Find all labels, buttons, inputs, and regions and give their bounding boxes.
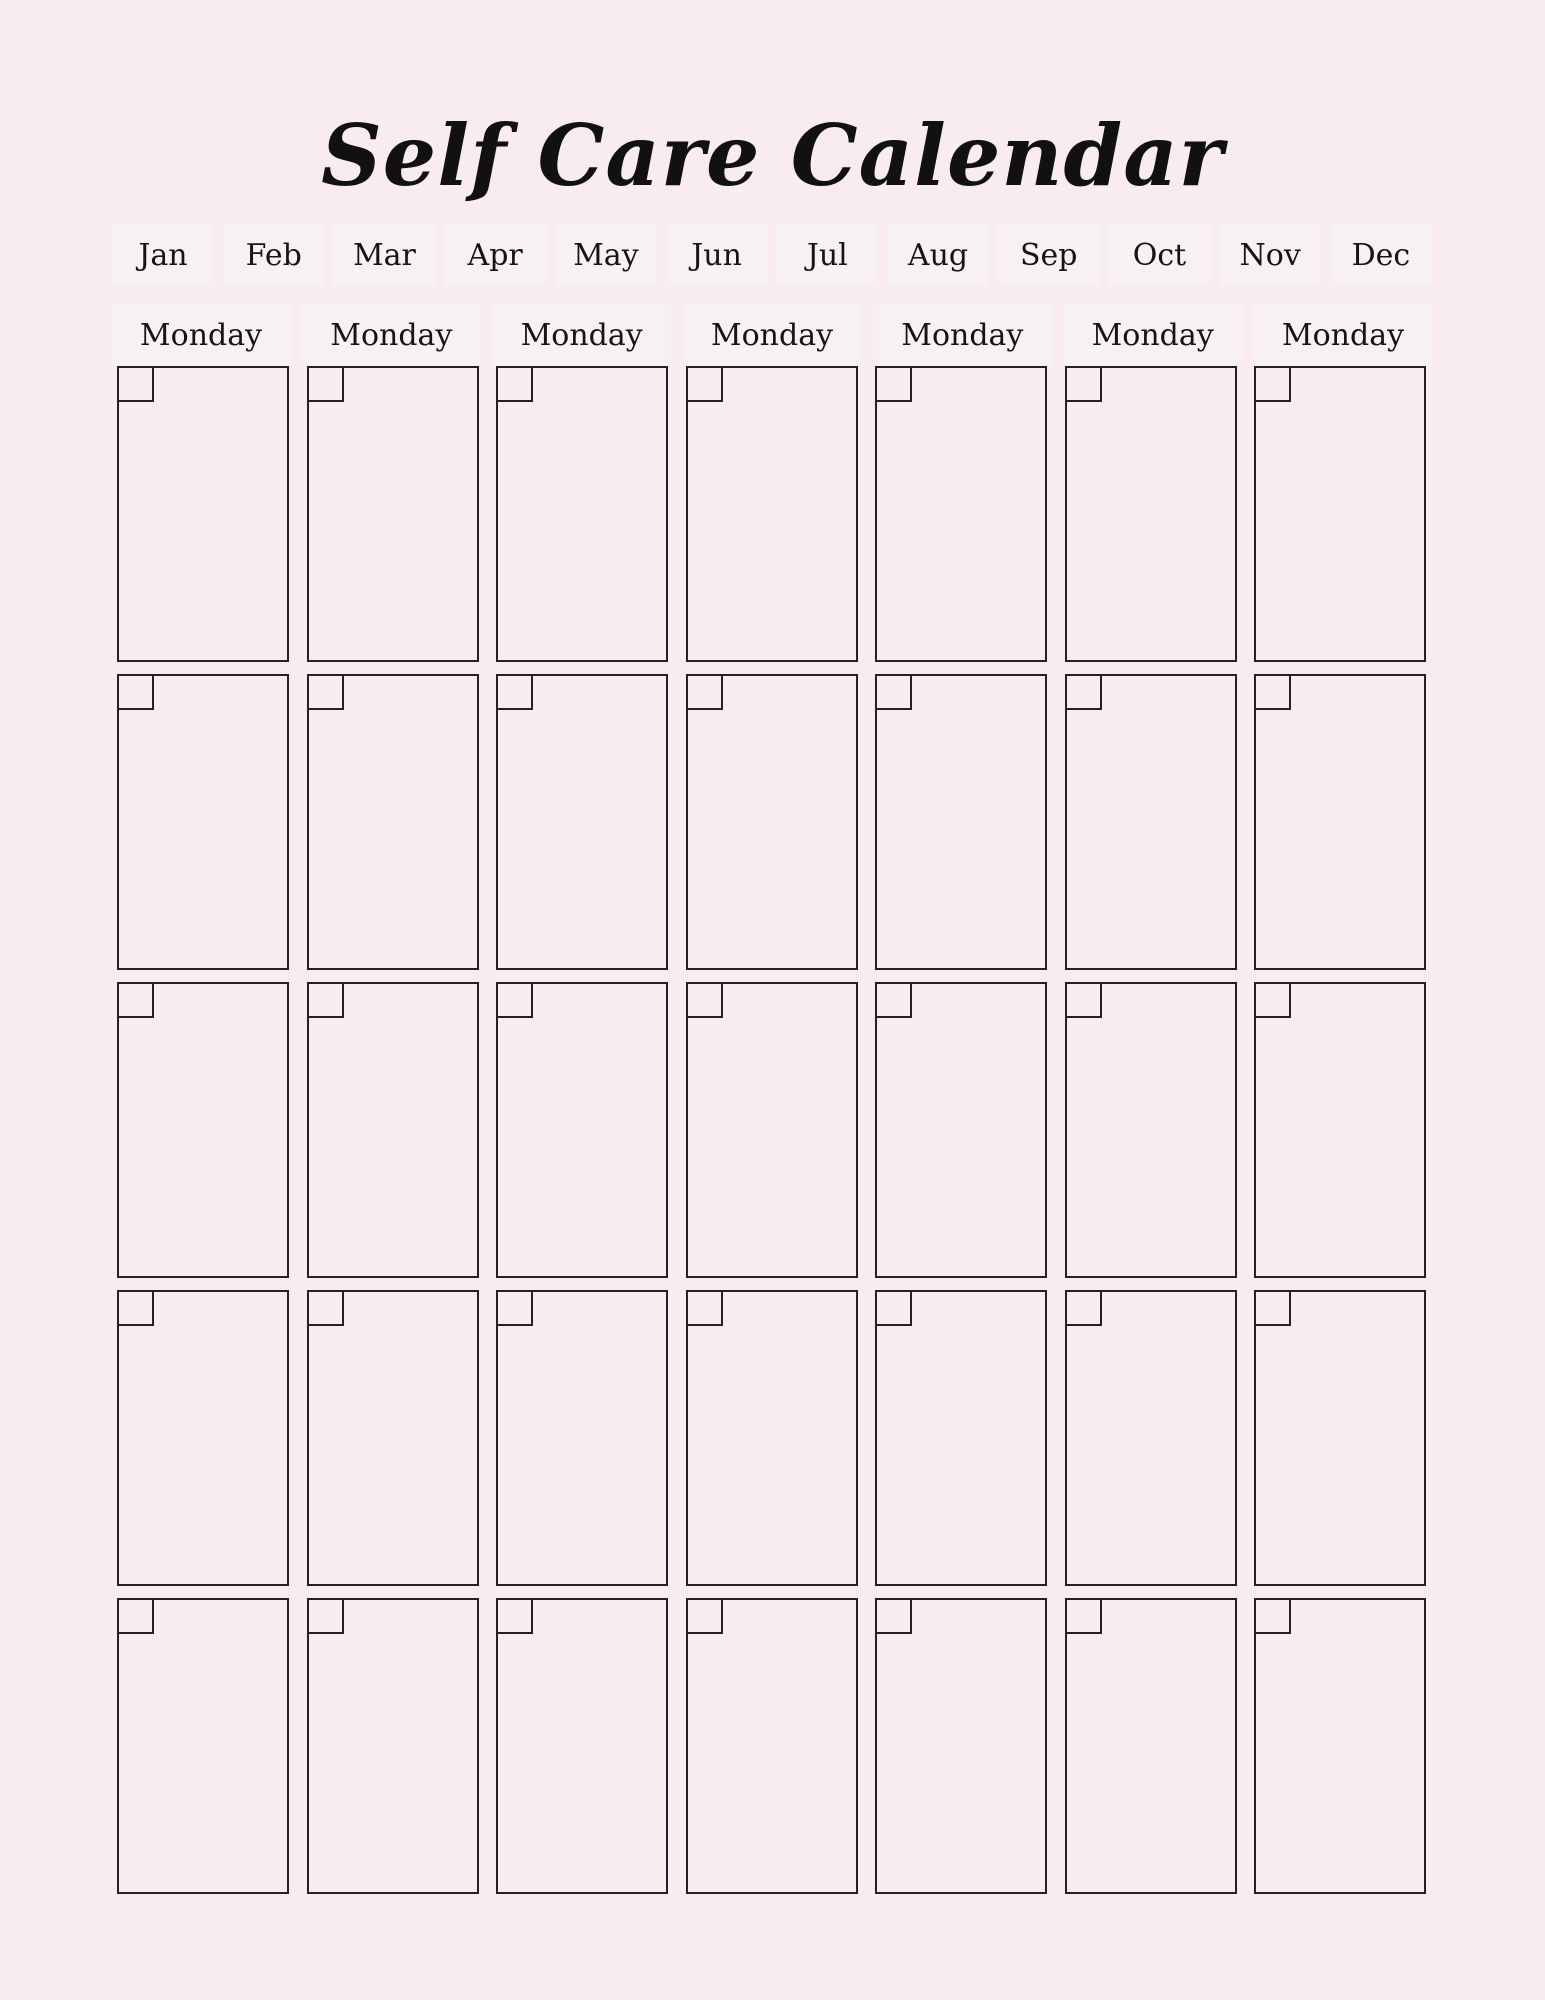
calendar-day-cell[interactable] <box>496 1290 668 1586</box>
calendar-day-cell[interactable] <box>117 1290 289 1586</box>
date-number-box[interactable] <box>875 674 912 710</box>
date-number-box[interactable] <box>117 1598 154 1634</box>
month-tab-feb[interactable]: Feb <box>223 224 325 286</box>
calendar-day-cell[interactable] <box>307 674 479 970</box>
date-number-box[interactable] <box>875 1290 912 1326</box>
month-tab-jan[interactable]: Jan <box>112 224 214 286</box>
calendar-day-cell[interactable] <box>1254 982 1426 1278</box>
calendar-day-cell[interactable] <box>1254 1290 1426 1586</box>
month-tab-sep[interactable]: Sep <box>998 224 1100 286</box>
calendar-day-cell[interactable] <box>875 1290 1047 1586</box>
date-number-box[interactable] <box>307 674 344 710</box>
weekday-header: Monday <box>493 304 671 366</box>
calendar-day-cell[interactable] <box>117 1598 289 1894</box>
calendar-day-cell[interactable] <box>307 366 479 662</box>
calendar-day-cell[interactable] <box>875 366 1047 662</box>
date-number-box[interactable] <box>1254 1598 1291 1634</box>
calendar-day-cell[interactable] <box>1065 1290 1237 1586</box>
calendar-day-cell[interactable] <box>1065 1598 1237 1894</box>
calendar-day-cell[interactable] <box>875 674 1047 970</box>
date-number-box[interactable] <box>1065 982 1102 1018</box>
date-number-box[interactable] <box>1065 1598 1102 1634</box>
calendar-day-cell[interactable] <box>496 1598 668 1894</box>
calendar-day-cell[interactable] <box>1254 1598 1426 1894</box>
date-number-box[interactable] <box>686 366 723 402</box>
month-tab-nov[interactable]: Nov <box>1219 224 1321 286</box>
month-tab-apr[interactable]: Apr <box>444 224 546 286</box>
date-number-box[interactable] <box>496 674 533 710</box>
calendar-day-cell[interactable] <box>686 674 858 970</box>
date-number-box[interactable] <box>686 982 723 1018</box>
weekday-header: Monday <box>302 304 480 366</box>
date-number-box[interactable] <box>307 1598 344 1634</box>
calendar-day-cell[interactable] <box>117 366 289 662</box>
month-tab-jun[interactable]: Jun <box>666 224 768 286</box>
calendar-day-cell[interactable] <box>1254 366 1426 662</box>
date-number-box[interactable] <box>1065 674 1102 710</box>
date-number-box[interactable] <box>117 1290 154 1326</box>
calendar-day-cell[interactable] <box>496 674 668 970</box>
weekday-header: Monday <box>1064 304 1242 366</box>
weekday-header: Monday <box>1254 304 1432 366</box>
calendar-day-cell[interactable] <box>307 982 479 1278</box>
calendar-day-cell[interactable] <box>686 366 858 662</box>
date-number-box[interactable] <box>307 366 344 402</box>
date-number-box[interactable] <box>1254 1290 1291 1326</box>
date-number-box[interactable] <box>307 982 344 1018</box>
month-tab-jul[interactable]: Jul <box>776 224 878 286</box>
calendar-day-cell[interactable] <box>686 1290 858 1586</box>
date-number-box[interactable] <box>1254 674 1291 710</box>
month-tab-dec[interactable]: Dec <box>1330 224 1432 286</box>
calendar-day-cell[interactable] <box>686 982 858 1278</box>
date-number-box[interactable] <box>1254 366 1291 402</box>
date-number-box[interactable] <box>875 366 912 402</box>
calendar-day-cell[interactable] <box>307 1290 479 1586</box>
calendar-title: Self Care Calendar <box>321 106 1224 205</box>
date-number-box[interactable] <box>307 1290 344 1326</box>
date-number-box[interactable] <box>117 982 154 1018</box>
calendar-grid <box>117 366 1432 1896</box>
calendar-day-cell[interactable] <box>1254 674 1426 970</box>
calendar-day-cell[interactable] <box>875 1598 1047 1894</box>
date-number-box[interactable] <box>496 1290 533 1326</box>
calendar-day-cell[interactable] <box>1065 366 1237 662</box>
month-tab-aug[interactable]: Aug <box>887 224 989 286</box>
calendar-day-cell[interactable] <box>117 674 289 970</box>
weekday-header: Monday <box>873 304 1051 366</box>
calendar-day-cell[interactable] <box>875 982 1047 1278</box>
date-number-box[interactable] <box>875 1598 912 1634</box>
date-number-box[interactable] <box>1065 366 1102 402</box>
calendar-day-cell[interactable] <box>496 366 668 662</box>
month-selector <box>112 224 1432 286</box>
date-number-box[interactable] <box>117 366 154 402</box>
date-number-box[interactable] <box>686 674 723 710</box>
date-number-box[interactable] <box>875 982 912 1018</box>
weekday-header: Monday <box>112 304 290 366</box>
month-tab-may[interactable]: May <box>555 224 657 286</box>
date-number-box[interactable] <box>496 1598 533 1634</box>
date-number-box[interactable] <box>1065 1290 1102 1326</box>
date-number-box[interactable] <box>686 1598 723 1634</box>
weekday-header-row <box>112 304 1432 366</box>
date-number-box[interactable] <box>117 674 154 710</box>
calendar-day-cell[interactable] <box>496 982 668 1278</box>
date-number-box[interactable] <box>1254 982 1291 1018</box>
month-tab-oct[interactable]: Oct <box>1108 224 1210 286</box>
date-number-box[interactable] <box>496 982 533 1018</box>
calendar-day-cell[interactable] <box>1065 982 1237 1278</box>
date-number-box[interactable] <box>686 1290 723 1326</box>
date-number-box[interactable] <box>496 366 533 402</box>
calendar-day-cell[interactable] <box>686 1598 858 1894</box>
weekday-header: Monday <box>683 304 861 366</box>
calendar-day-cell[interactable] <box>1065 674 1237 970</box>
month-tab-mar[interactable]: Mar <box>333 224 435 286</box>
calendar-day-cell[interactable] <box>307 1598 479 1894</box>
calendar-day-cell[interactable] <box>117 982 289 1278</box>
